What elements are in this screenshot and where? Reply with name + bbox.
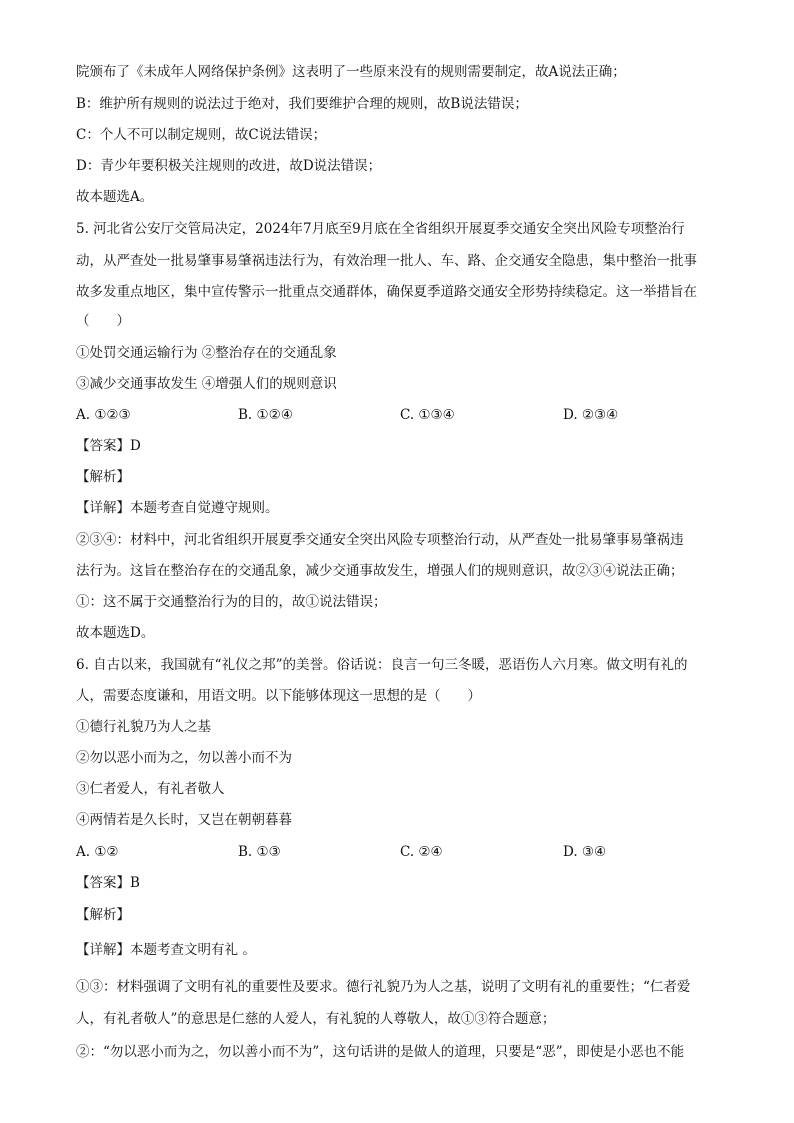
analysis-label: 【解析】 [76,907,130,923]
explanation-line: ②：“勿以恶小而为之，勿以善小而不为”，这句话讲的是做人的道理，只要是“恶”，即使是小恶也不能 [76,1044,685,1060]
question-5-stem: 5. 河北省公安厅交管局决定，2024年7月底至9月底在全省组织开展夏季交通安全突出风险专项整治行 [76,221,685,237]
text-line: 院颁布了《未成年人网络保护条例》这表明了一些原来没有的规则需要制定，故A说法正确； [76,64,626,80]
option-c: C. ①③④ [400,407,455,423]
answer-label: 【答案】B [76,875,140,891]
conclusion-line: 故本题选D。 [76,625,155,641]
answer-label: 【答案】D [76,438,141,454]
option-a: A. ①② [76,844,119,860]
detail-line: 【详解】本题考查文明有礼 。 [76,942,256,958]
analysis-label: 【解析】 [76,469,130,485]
explanation-line: ②③④：材料中，河北省组织开展夏季交通安全突出风险专项整治行动，从严查处一批易肇事易肇祸违 [76,532,684,548]
text-line: B：维护所有规则的说法过于绝对，我们要维护合理的规则，故B说法错误； [76,96,528,112]
explanation-line: 法行为。这旨在整治存在的交通乱象，减少交通事故发生，增强人们的规则意识，故②③④说法正确； [76,563,684,579]
statement-line: ①处罚交通运输行为 ②整治存在的交通乱象 [76,345,337,361]
question-6-stem: 人，需要态度谦和，用语文明。以下能够体现这一思想的是（ ） [76,688,481,704]
option-b: B. ①②④ [238,407,293,423]
statement-line: ①德行礼貌乃为人之基 [76,719,211,735]
option-b: B. ①③ [238,844,281,860]
option-a: A. ①②③ [76,407,131,423]
text-line: C：个人不可以制定规则，故C说法错误； [76,127,327,143]
option-c: C. ②④ [400,844,443,860]
explanation-line: ①：这不属于交通整治行为的目的，故①说法错误； [76,594,387,610]
explanation-line: ①③：材料强调了文明有礼的重要性及要求。德行礼貌乃为人之基，说明了文明有礼的重要性；“仁者爱 [76,979,691,995]
text-line: 故本题选A。 [76,189,154,205]
statement-line: ③仁者爱人，有礼者敬人 [76,781,225,797]
statement-line: ③减少交通事故发生 ④增强人们的规则意识 [76,376,337,392]
text-line: D：青少年要积极关注规则的改进，故D说法错误； [76,158,382,174]
question-5-stem: 故多发重点地区，集中宣传警示一批重点交通群体，确保夏季道路交通安全形势持续稳定。这一举措旨在 [76,284,697,300]
statement-line: ④两情若是久长时，又岂在朝朝暮暮 [76,812,292,828]
option-d: D. ②③④ [563,407,619,423]
detail-line: 【详解】本题考查自觉遵守规则。 [76,500,279,516]
option-d: D. ③④ [563,844,607,860]
statement-line: ②勿以恶小而为之，勿以善小而不为 [76,750,292,766]
question-5-stem: 动，从严查处一批易肇事易肇祸违法行为，有效治理一批人、车、路、企交通安全隐患，集中整治一批事 [76,253,697,269]
answer-blank: （ ） [76,313,130,329]
question-6-stem: 6. 自古以来，我国就有“礼仪之邦”的美誉。俗话说：良言一句三冬暖，恶语伤人六月寒。做文明有礼的 [76,657,688,673]
explanation-line: 人，有礼者敬人”的意思是仁慈的人爱人，有礼貌的人尊敬人，故①③符合题意； [76,1011,556,1027]
